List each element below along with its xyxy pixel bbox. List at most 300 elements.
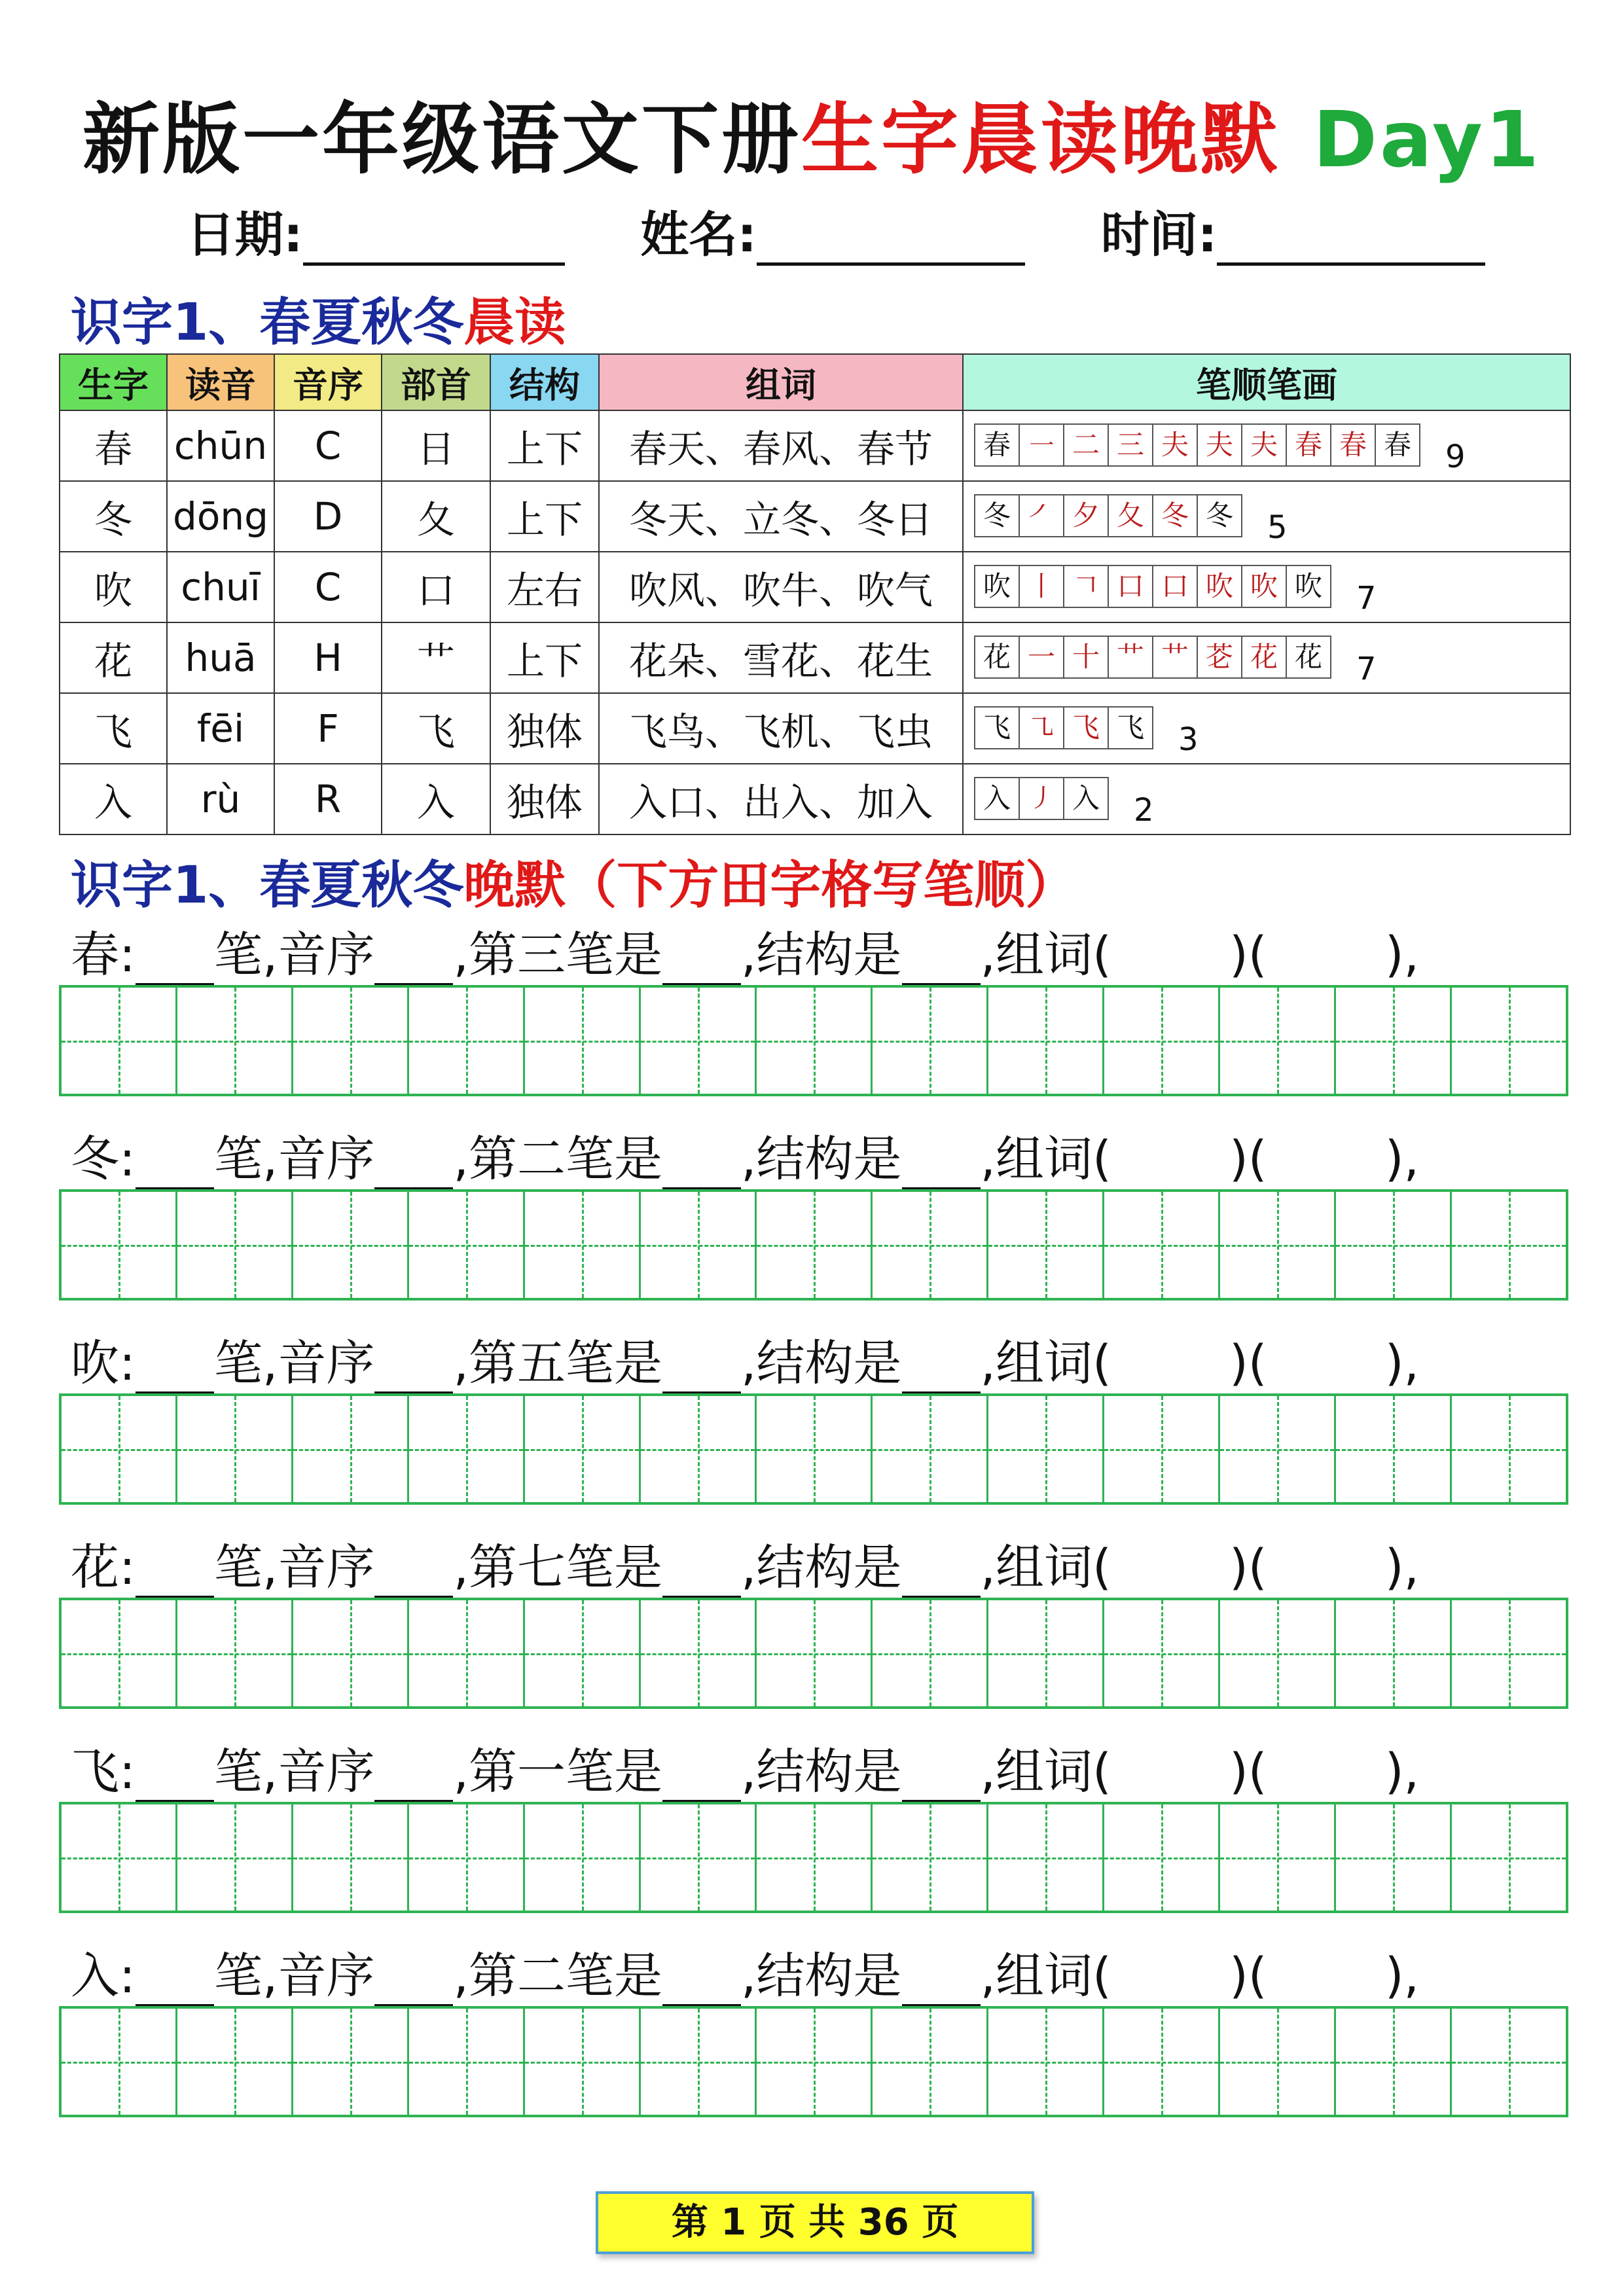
writing-cell[interactable] bbox=[525, 1192, 641, 1298]
stroke-box: 口 bbox=[1152, 565, 1198, 608]
quiz-character: 入 bbox=[71, 1948, 119, 2004]
quiz-text: ,第七笔是 bbox=[453, 1539, 662, 1596]
answer-blank[interactable] bbox=[1267, 1151, 1385, 1190]
cell-words: 吹风、吹牛、吹气 bbox=[599, 552, 963, 622]
writing-cell[interactable] bbox=[62, 1396, 177, 1502]
quiz-text: : bbox=[119, 1335, 135, 1391]
answer-blank[interactable] bbox=[135, 1352, 214, 1394]
cell-char: 春 bbox=[60, 410, 167, 481]
table-header-cell: 音序 bbox=[274, 354, 382, 410]
writing-cell[interactable] bbox=[1336, 988, 1452, 1094]
cell-structure: 上下 bbox=[490, 622, 599, 693]
stroke-box: 花 bbox=[1286, 636, 1331, 679]
stroke-box: 丨 bbox=[1019, 565, 1064, 608]
name-line[interactable] bbox=[757, 217, 1025, 266]
stroke-box: 花 bbox=[1241, 636, 1287, 679]
stroke-box: 飞 bbox=[1108, 706, 1153, 749]
writing-cell[interactable] bbox=[293, 1600, 409, 1706]
cell-char: 花 bbox=[60, 622, 167, 693]
writing-cell[interactable] bbox=[873, 2009, 988, 2115]
answer-blank[interactable] bbox=[902, 1761, 981, 1803]
writing-cell[interactable] bbox=[1336, 1804, 1452, 1910]
answer-blank[interactable] bbox=[662, 1352, 741, 1394]
stroke-box: 飞 bbox=[1063, 706, 1109, 749]
quiz-text: ), bbox=[1384, 1131, 1420, 1187]
writing-cell[interactable] bbox=[757, 2009, 873, 2115]
stroke-order-sequence bbox=[974, 774, 1154, 829]
stroke-box: 吹 bbox=[1286, 565, 1331, 608]
cell-strokes bbox=[963, 693, 1570, 764]
quiz-text: ,第二笔是 bbox=[453, 1948, 662, 2004]
quiz-text: ), bbox=[1384, 1335, 1420, 1391]
quiz-text: : bbox=[119, 1744, 135, 1800]
table-header-cell: 结构 bbox=[490, 354, 599, 410]
table-row bbox=[60, 764, 1570, 834]
answer-blank[interactable] bbox=[135, 1148, 214, 1190]
quiz-text: : bbox=[119, 927, 135, 983]
name-field[interactable] bbox=[640, 196, 1025, 266]
writing-cell[interactable] bbox=[1104, 988, 1220, 1094]
stroke-box: ㇓ bbox=[1019, 777, 1064, 820]
writing-cell[interactable] bbox=[1220, 988, 1336, 1094]
stroke-box: 入 bbox=[1063, 777, 1109, 820]
quiz-line bbox=[71, 916, 1419, 986]
writing-cell[interactable] bbox=[873, 1192, 988, 1298]
answer-blank[interactable] bbox=[662, 1556, 741, 1598]
cell-structure: 独体 bbox=[490, 693, 599, 764]
answer-blank[interactable] bbox=[1267, 1763, 1385, 1803]
writing-cell[interactable] bbox=[873, 1804, 988, 1910]
stroke-order-sequence bbox=[974, 703, 1199, 758]
time-field[interactable] bbox=[1101, 196, 1486, 266]
writing-cell[interactable] bbox=[757, 1804, 873, 1910]
writing-cell[interactable] bbox=[1220, 2009, 1336, 2115]
writing-cell[interactable] bbox=[293, 1192, 409, 1298]
writing-cell[interactable] bbox=[62, 1192, 177, 1298]
stroke-box: 𠃍 bbox=[1063, 565, 1109, 608]
stroke-order-sequence bbox=[974, 632, 1377, 687]
writing-cell[interactable] bbox=[873, 1396, 988, 1502]
writing-cell[interactable] bbox=[873, 1600, 988, 1706]
quiz-text: ,结构是 bbox=[741, 1744, 902, 1800]
stroke-box: ㇐ bbox=[1019, 423, 1064, 467]
stroke-box: 吹 bbox=[974, 565, 1020, 608]
table-row bbox=[60, 552, 1570, 622]
cell-char: 吹 bbox=[60, 552, 167, 622]
time-line[interactable] bbox=[1217, 217, 1485, 266]
stroke-count: 7 bbox=[1356, 650, 1377, 687]
answer-blank[interactable] bbox=[1267, 1355, 1385, 1394]
writing-cell[interactable] bbox=[988, 1600, 1104, 1706]
tianzige-grid bbox=[59, 2006, 1568, 2117]
cell-structure: 上下 bbox=[490, 481, 599, 552]
cell-pinyin: fēi bbox=[167, 693, 274, 764]
cell-order: D bbox=[274, 481, 382, 552]
writing-cell[interactable] bbox=[525, 1396, 641, 1502]
writing-cell[interactable] bbox=[177, 1396, 293, 1502]
writing-cell[interactable] bbox=[177, 2009, 293, 2115]
stroke-box: 二 bbox=[1063, 423, 1109, 467]
writing-cell[interactable] bbox=[1452, 1396, 1566, 1502]
answer-blank[interactable] bbox=[902, 944, 981, 986]
answer-blank[interactable] bbox=[662, 1148, 741, 1190]
writing-cell[interactable] bbox=[988, 1396, 1104, 1502]
table-header-cell: 部首 bbox=[382, 354, 490, 410]
cell-strokes bbox=[963, 622, 1570, 693]
cell-pinyin: chuī bbox=[167, 552, 274, 622]
cell-radical: 入 bbox=[382, 764, 490, 834]
writing-cell[interactable] bbox=[293, 2009, 409, 2115]
answer-blank[interactable] bbox=[902, 1556, 981, 1598]
stroke-box: 夫 bbox=[1197, 423, 1242, 467]
quiz-text: ,第一笔是 bbox=[453, 1744, 662, 1800]
stroke-order-sequence bbox=[974, 420, 1466, 475]
writing-cell[interactable] bbox=[641, 1804, 757, 1910]
cell-words: 花朵、雪花、花生 bbox=[599, 622, 963, 693]
section-evening-label: 晚默（下方田字格写笔顺） bbox=[463, 856, 1077, 915]
quiz-text: : bbox=[119, 1131, 135, 1187]
writing-cell[interactable] bbox=[641, 988, 757, 1094]
cell-pinyin: huā bbox=[167, 622, 274, 693]
page-title bbox=[0, 77, 1624, 188]
cell-words: 冬天、立冬、冬日 bbox=[599, 481, 963, 552]
quiz-text: ,结构是 bbox=[741, 1539, 902, 1596]
stroke-box: 飞 bbox=[974, 706, 1020, 749]
quiz-text: )( bbox=[1229, 1744, 1267, 1800]
answer-blank[interactable] bbox=[135, 1965, 214, 2007]
stroke-box: 春 bbox=[1286, 423, 1331, 467]
answer-blank[interactable] bbox=[374, 1761, 453, 1803]
cell-char: 冬 bbox=[60, 481, 167, 552]
cell-structure: 左右 bbox=[490, 552, 599, 622]
writing-cell[interactable] bbox=[1452, 2009, 1566, 2115]
quiz-text: 笔,音序 bbox=[213, 1335, 375, 1391]
table-row bbox=[60, 410, 1570, 481]
quiz-text: ,组词( bbox=[980, 1744, 1111, 1800]
date-line[interactable] bbox=[303, 217, 565, 266]
writing-cell[interactable] bbox=[988, 988, 1104, 1094]
quiz-text: ), bbox=[1384, 927, 1420, 983]
quiz-line bbox=[71, 1325, 1419, 1394]
quiz-character: 飞 bbox=[71, 1744, 119, 1800]
writing-cell[interactable] bbox=[1452, 988, 1566, 1094]
answer-blank[interactable] bbox=[1267, 1559, 1385, 1598]
writing-cell[interactable] bbox=[1336, 1396, 1452, 1502]
answer-blank[interactable] bbox=[1111, 1967, 1229, 2007]
stroke-count: 3 bbox=[1178, 721, 1199, 758]
quiz-text: ,组词( bbox=[980, 1335, 1111, 1391]
section-evening-lesson: 识字1、春夏秋冬 bbox=[71, 856, 464, 915]
answer-blank[interactable] bbox=[1111, 1151, 1229, 1190]
title-day: Day1 bbox=[1313, 94, 1542, 185]
quiz-text: ), bbox=[1384, 1948, 1420, 2004]
cell-strokes bbox=[963, 410, 1570, 481]
stroke-box: 春 bbox=[1330, 423, 1376, 467]
writing-cell[interactable] bbox=[1104, 1396, 1220, 1502]
writing-cell[interactable] bbox=[757, 1396, 873, 1502]
writing-cell[interactable] bbox=[177, 1804, 293, 1910]
writing-cell[interactable] bbox=[62, 1600, 177, 1706]
quiz-line bbox=[71, 1121, 1419, 1190]
stroke-order-sequence bbox=[974, 491, 1288, 546]
quiz-text: 笔,音序 bbox=[213, 927, 375, 983]
tianzige-grid bbox=[59, 1802, 1568, 1913]
writing-cell[interactable] bbox=[641, 1192, 757, 1298]
answer-blank[interactable] bbox=[374, 944, 453, 986]
stroke-box: 艹 bbox=[1108, 636, 1153, 679]
writing-cell[interactable] bbox=[177, 1192, 293, 1298]
tianzige-grid bbox=[59, 1598, 1568, 1709]
cell-order: C bbox=[274, 552, 382, 622]
quiz-text: 笔,音序 bbox=[213, 1744, 375, 1800]
stroke-box: 十 bbox=[1063, 636, 1109, 679]
cell-structure: 独体 bbox=[490, 764, 599, 834]
answer-blank[interactable] bbox=[1111, 1559, 1229, 1598]
answer-blank[interactable] bbox=[1111, 1355, 1229, 1394]
writing-cell[interactable] bbox=[409, 1396, 525, 1502]
stroke-box: 入 bbox=[974, 777, 1020, 820]
table-row bbox=[60, 622, 1570, 693]
writing-cell[interactable] bbox=[1220, 1600, 1336, 1706]
writing-cell[interactable] bbox=[525, 1600, 641, 1706]
meta-fields bbox=[187, 196, 1496, 266]
quiz-character: 春 bbox=[71, 927, 119, 983]
answer-blank[interactable] bbox=[374, 1352, 453, 1394]
stroke-box: 夫 bbox=[1241, 423, 1287, 467]
writing-cell[interactable] bbox=[1452, 1192, 1566, 1298]
answer-blank[interactable] bbox=[135, 1556, 214, 1598]
answer-blank[interactable] bbox=[1267, 946, 1385, 986]
quiz-text: ,第三笔是 bbox=[453, 927, 662, 983]
writing-cell[interactable] bbox=[409, 1804, 525, 1910]
writing-cell[interactable] bbox=[873, 988, 988, 1094]
answer-blank[interactable] bbox=[374, 1556, 453, 1598]
section-morning-lesson: 识字1、春夏秋冬 bbox=[71, 293, 464, 352]
answer-blank[interactable] bbox=[662, 1761, 741, 1803]
writing-cell[interactable] bbox=[1104, 1192, 1220, 1298]
cell-strokes bbox=[963, 481, 1570, 552]
writing-cell[interactable] bbox=[988, 2009, 1104, 2115]
page-number: 第 1 页 共 36 页 bbox=[596, 2191, 1034, 2254]
cell-strokes bbox=[963, 552, 1570, 622]
answer-blank[interactable] bbox=[135, 1761, 214, 1803]
name-label: 姓名: bbox=[640, 207, 757, 263]
answer-blank[interactable] bbox=[374, 1148, 453, 1190]
tianzige-grid bbox=[59, 1189, 1568, 1300]
quiz-text: ), bbox=[1384, 1539, 1420, 1596]
title-main: 新版一年级语文下册 bbox=[82, 94, 801, 185]
writing-cell[interactable] bbox=[641, 1600, 757, 1706]
writing-cell[interactable] bbox=[409, 988, 525, 1094]
quiz-text: ,组词( bbox=[980, 1539, 1111, 1596]
section-morning-label: 晨读 bbox=[463, 293, 566, 352]
stroke-box: 冬 bbox=[974, 494, 1020, 537]
stroke-box: 花 bbox=[974, 636, 1020, 679]
writing-cell[interactable] bbox=[757, 1600, 873, 1706]
quiz-line bbox=[71, 1937, 1419, 2007]
quiz-text: ,组词( bbox=[980, 927, 1111, 983]
writing-cell[interactable] bbox=[62, 988, 177, 1094]
cell-pinyin: chūn bbox=[167, 410, 274, 481]
writing-cell[interactable] bbox=[177, 988, 293, 1094]
stroke-box: 夕 bbox=[1063, 494, 1109, 537]
answer-blank[interactable] bbox=[1111, 1763, 1229, 1803]
writing-cell[interactable] bbox=[1104, 1804, 1220, 1910]
stroke-box: 夂 bbox=[1108, 494, 1153, 537]
answer-blank[interactable] bbox=[902, 1965, 981, 2007]
stroke-box: 三 bbox=[1108, 423, 1153, 467]
answer-blank[interactable] bbox=[374, 1965, 453, 2007]
table-header-row bbox=[60, 354, 1570, 410]
stroke-count: 2 bbox=[1134, 791, 1154, 829]
quiz-text: 笔,音序 bbox=[213, 1539, 375, 1596]
writing-cell[interactable] bbox=[62, 2009, 177, 2115]
writing-cell[interactable] bbox=[1220, 1804, 1336, 1910]
writing-cell[interactable] bbox=[1336, 2009, 1452, 2115]
quiz-text: 笔,音序 bbox=[213, 1948, 375, 2004]
quiz-text: )( bbox=[1229, 927, 1267, 983]
cell-order: F bbox=[274, 693, 382, 764]
quiz-text: )( bbox=[1229, 1335, 1267, 1391]
character-table bbox=[59, 353, 1571, 835]
stroke-box: 艹 bbox=[1152, 636, 1198, 679]
table-row bbox=[60, 481, 1570, 552]
cell-order: R bbox=[274, 764, 382, 834]
cell-char: 飞 bbox=[60, 693, 167, 764]
quiz-text: : bbox=[119, 1948, 135, 2004]
stroke-box: 夫 bbox=[1152, 423, 1198, 467]
writing-cell[interactable] bbox=[293, 1396, 409, 1502]
stroke-box: 口 bbox=[1108, 565, 1153, 608]
cell-radical: 艹 bbox=[382, 622, 490, 693]
writing-cell[interactable] bbox=[1104, 1600, 1220, 1706]
stroke-box: 吹 bbox=[1241, 565, 1287, 608]
writing-cell[interactable] bbox=[409, 1192, 525, 1298]
writing-cell[interactable] bbox=[409, 2009, 525, 2115]
writing-cell[interactable] bbox=[1220, 1192, 1336, 1298]
cell-pinyin: dōng bbox=[167, 481, 274, 552]
section-morning-heading bbox=[71, 281, 566, 355]
date-label: 日期: bbox=[187, 207, 303, 263]
writing-cell[interactable] bbox=[757, 1192, 873, 1298]
quiz-character: 冬 bbox=[71, 1131, 119, 1187]
table-body bbox=[60, 410, 1570, 834]
cell-words: 飞鸟、飞机、飞虫 bbox=[599, 693, 963, 764]
quiz-text: ,第五笔是 bbox=[453, 1335, 662, 1391]
answer-blank[interactable] bbox=[1267, 1967, 1385, 2007]
writing-cell[interactable] bbox=[1336, 1192, 1452, 1298]
writing-cell[interactable] bbox=[525, 988, 641, 1094]
quiz-character: 花 bbox=[71, 1539, 119, 1596]
writing-cell[interactable] bbox=[1104, 2009, 1220, 2115]
quiz-character: 吹 bbox=[71, 1335, 119, 1391]
writing-cell[interactable] bbox=[293, 1804, 409, 1910]
quiz-text: ,组词( bbox=[980, 1131, 1111, 1187]
quiz-text: )( bbox=[1229, 1539, 1267, 1596]
writing-cell[interactable] bbox=[525, 2009, 641, 2115]
writing-cell[interactable] bbox=[988, 1192, 1104, 1298]
answer-blank[interactable] bbox=[902, 1352, 981, 1394]
time-label: 时间: bbox=[1100, 207, 1218, 263]
quiz-text: : bbox=[119, 1539, 135, 1596]
tianzige-grid bbox=[59, 985, 1568, 1096]
title-highlight: 生字晨读晚默 bbox=[801, 94, 1281, 185]
cell-char: 入 bbox=[60, 764, 167, 834]
quiz-text: )( bbox=[1229, 1948, 1267, 2004]
quiz-text: ,结构是 bbox=[741, 927, 902, 983]
table-header-cell: 读音 bbox=[167, 354, 274, 410]
table-header-cell: 组词 bbox=[599, 354, 963, 410]
writing-cell[interactable] bbox=[62, 1804, 177, 1910]
stroke-box: 春 bbox=[974, 423, 1020, 467]
stroke-box: 吹 bbox=[1197, 565, 1242, 608]
stroke-count: 7 bbox=[1356, 579, 1377, 617]
table-row bbox=[60, 693, 1570, 764]
answer-blank[interactable] bbox=[902, 1148, 981, 1190]
cell-radical: 夂 bbox=[382, 481, 490, 552]
writing-cell[interactable] bbox=[293, 988, 409, 1094]
cell-order: H bbox=[274, 622, 382, 693]
stroke-count: 5 bbox=[1267, 509, 1288, 546]
section-evening-heading bbox=[71, 844, 1076, 918]
cell-order: C bbox=[274, 410, 382, 481]
answer-blank[interactable] bbox=[135, 944, 214, 986]
cell-words: 春天、春风、春节 bbox=[599, 410, 963, 481]
table-header-cell: 笔顺笔画 bbox=[963, 354, 1570, 410]
writing-cell[interactable] bbox=[1452, 1804, 1566, 1910]
stroke-box: 一 bbox=[1019, 636, 1064, 679]
writing-cell[interactable] bbox=[177, 1600, 293, 1706]
stroke-order-sequence bbox=[974, 562, 1377, 617]
stroke-box: 芲 bbox=[1197, 636, 1242, 679]
quiz-line bbox=[71, 1733, 1419, 1803]
writing-cell[interactable] bbox=[641, 1396, 757, 1502]
quiz-text: ,结构是 bbox=[741, 1131, 902, 1187]
cell-radical: 日 bbox=[382, 410, 490, 481]
quiz-line bbox=[71, 1529, 1419, 1598]
date-field[interactable] bbox=[187, 196, 565, 266]
writing-cell[interactable] bbox=[757, 988, 873, 1094]
quiz-text: ,第二笔是 bbox=[453, 1131, 662, 1187]
cell-strokes bbox=[963, 764, 1570, 834]
quiz-text: ), bbox=[1384, 1744, 1420, 1800]
cell-structure: 上下 bbox=[490, 410, 599, 481]
writing-cell[interactable] bbox=[1336, 1600, 1452, 1706]
answer-blank[interactable] bbox=[1111, 946, 1229, 986]
stroke-box: 冬 bbox=[1152, 494, 1198, 537]
writing-cell[interactable] bbox=[641, 2009, 757, 2115]
stroke-box: 春 bbox=[1375, 423, 1420, 467]
table-header-cell: 生字 bbox=[60, 354, 167, 410]
stroke-count: 9 bbox=[1445, 438, 1466, 475]
quiz-text: ,结构是 bbox=[741, 1948, 902, 2004]
cell-words: 入口、出入、加入 bbox=[599, 764, 963, 834]
cell-radical: 飞 bbox=[382, 693, 490, 764]
stroke-box: ㇒ bbox=[1019, 494, 1064, 537]
quiz-text: 笔,音序 bbox=[213, 1131, 375, 1187]
answer-blank[interactable] bbox=[662, 1965, 741, 2007]
writing-cell[interactable] bbox=[1220, 1396, 1336, 1502]
tianzige-grid bbox=[59, 1393, 1568, 1505]
writing-cell[interactable] bbox=[409, 1600, 525, 1706]
writing-cell[interactable] bbox=[525, 1804, 641, 1910]
answer-blank[interactable] bbox=[662, 944, 741, 986]
quiz-text: ,结构是 bbox=[741, 1335, 902, 1391]
stroke-box: 冬 bbox=[1197, 494, 1242, 537]
writing-cell[interactable] bbox=[988, 1804, 1104, 1910]
writing-cell[interactable] bbox=[1452, 1600, 1566, 1706]
cell-pinyin: rù bbox=[167, 764, 274, 834]
